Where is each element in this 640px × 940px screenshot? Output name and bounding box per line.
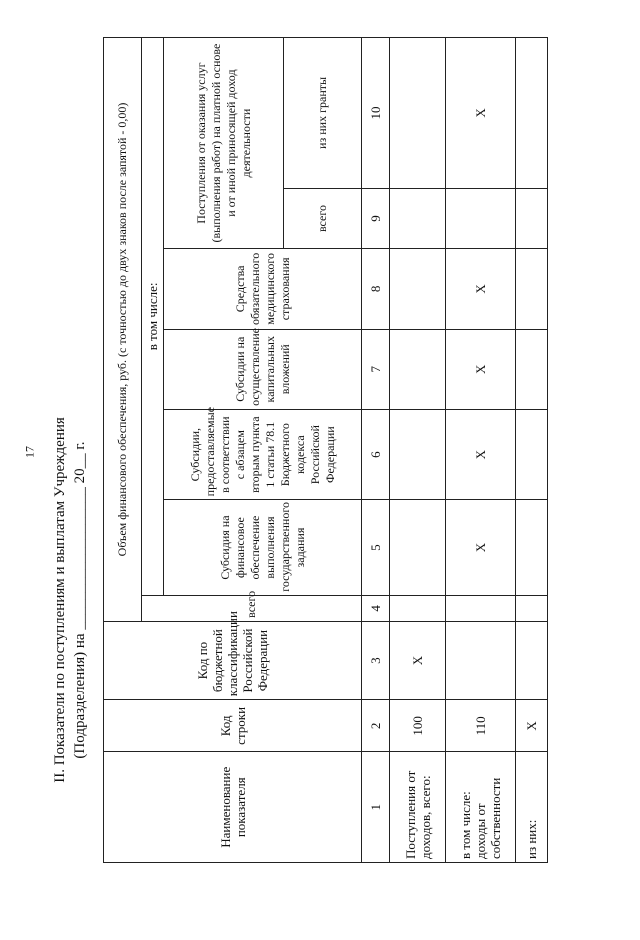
column-number: 7 [362,329,390,409]
header-subsidy-task: Субсидия на финансовое обеспечение выполнения государственного задания [164,500,362,595]
table-row [446,38,516,863]
header-subsidy-capital: Субсидии на осуществление капитальных вложений [164,329,362,409]
column-number: 5 [362,500,390,595]
row-name: из них: [516,752,548,863]
indicators-table [103,37,548,863]
table-cell: X [446,249,516,329]
table-cell [390,188,446,248]
table-cell [446,621,516,699]
column-number: 10 [362,38,390,189]
column-number: 4 [362,595,390,621]
column-number: 3 [362,621,390,699]
column-number: 9 [362,188,390,248]
header-volume: Объем финансового обеспечения, руб. (с точностью до двух знаков после запятой - 0,00) [104,38,142,622]
table-cell: X [446,500,516,595]
title-line-2: (Подразделения) на ___________________ 20__ г. [72,441,88,759]
row-name: Поступления от доходов, всего: [390,752,446,863]
table-cell [516,249,548,329]
table-cell [516,329,548,409]
header-subsidy-78: Субсидии, предоставляемые в соответствии с абзацем вторым пункта 1 статьи 78.1 Бюджетного кодекса Российской Федерации [164,409,362,499]
column-number: 8 [362,249,390,329]
table-cell [516,621,548,699]
row-code: 110 [446,700,516,752]
table-cell: X [446,38,516,189]
table-cell [516,500,548,595]
table-cell [390,595,446,621]
header-total: всего [142,595,362,621]
table-cell [516,595,548,621]
page-title [50,260,102,940]
table-cell [516,38,548,189]
table-cell [390,409,446,499]
table-cell [390,38,446,189]
table-cell [446,188,516,248]
table-cell: X [390,621,446,699]
header-kbk: Код по бюджетной классификации Российской Федерации [104,621,362,699]
column-number: 6 [362,409,390,499]
row-code: X [516,700,548,752]
table-cell [446,595,516,621]
title-line-1: II. Показатели по поступлениям и выплатам Учреждения [52,417,68,783]
table-cell [516,409,548,499]
indicators-table-wrapper [103,37,553,863]
header-paid-total: всего [284,188,362,248]
column-number: 1 [362,752,390,863]
table-cell [516,188,548,248]
table-cell: X [446,329,516,409]
table-cell: X [446,409,516,499]
header-paid-services: Поступления от оказания услуг (выполнения работ) на платной основе и от иной приносящей доход деятельности [164,38,284,249]
header-name: Наименование показателя [104,752,362,863]
table-row [390,38,446,863]
row-name: в том числе: доходы от собственности [446,752,516,863]
row-code: 100 [390,700,446,752]
header-including: в том числе: [142,38,164,596]
column-number: 2 [362,700,390,752]
table-cell [390,329,446,409]
table-row [516,38,548,863]
page-number: 17 [22,446,37,458]
header-oms: Средства обязательного медицинского страхования [164,249,362,329]
table-cell [390,500,446,595]
table-cell [390,249,446,329]
header-grants: из них гранты [284,38,362,189]
header-line-code: Код строки [104,700,362,752]
